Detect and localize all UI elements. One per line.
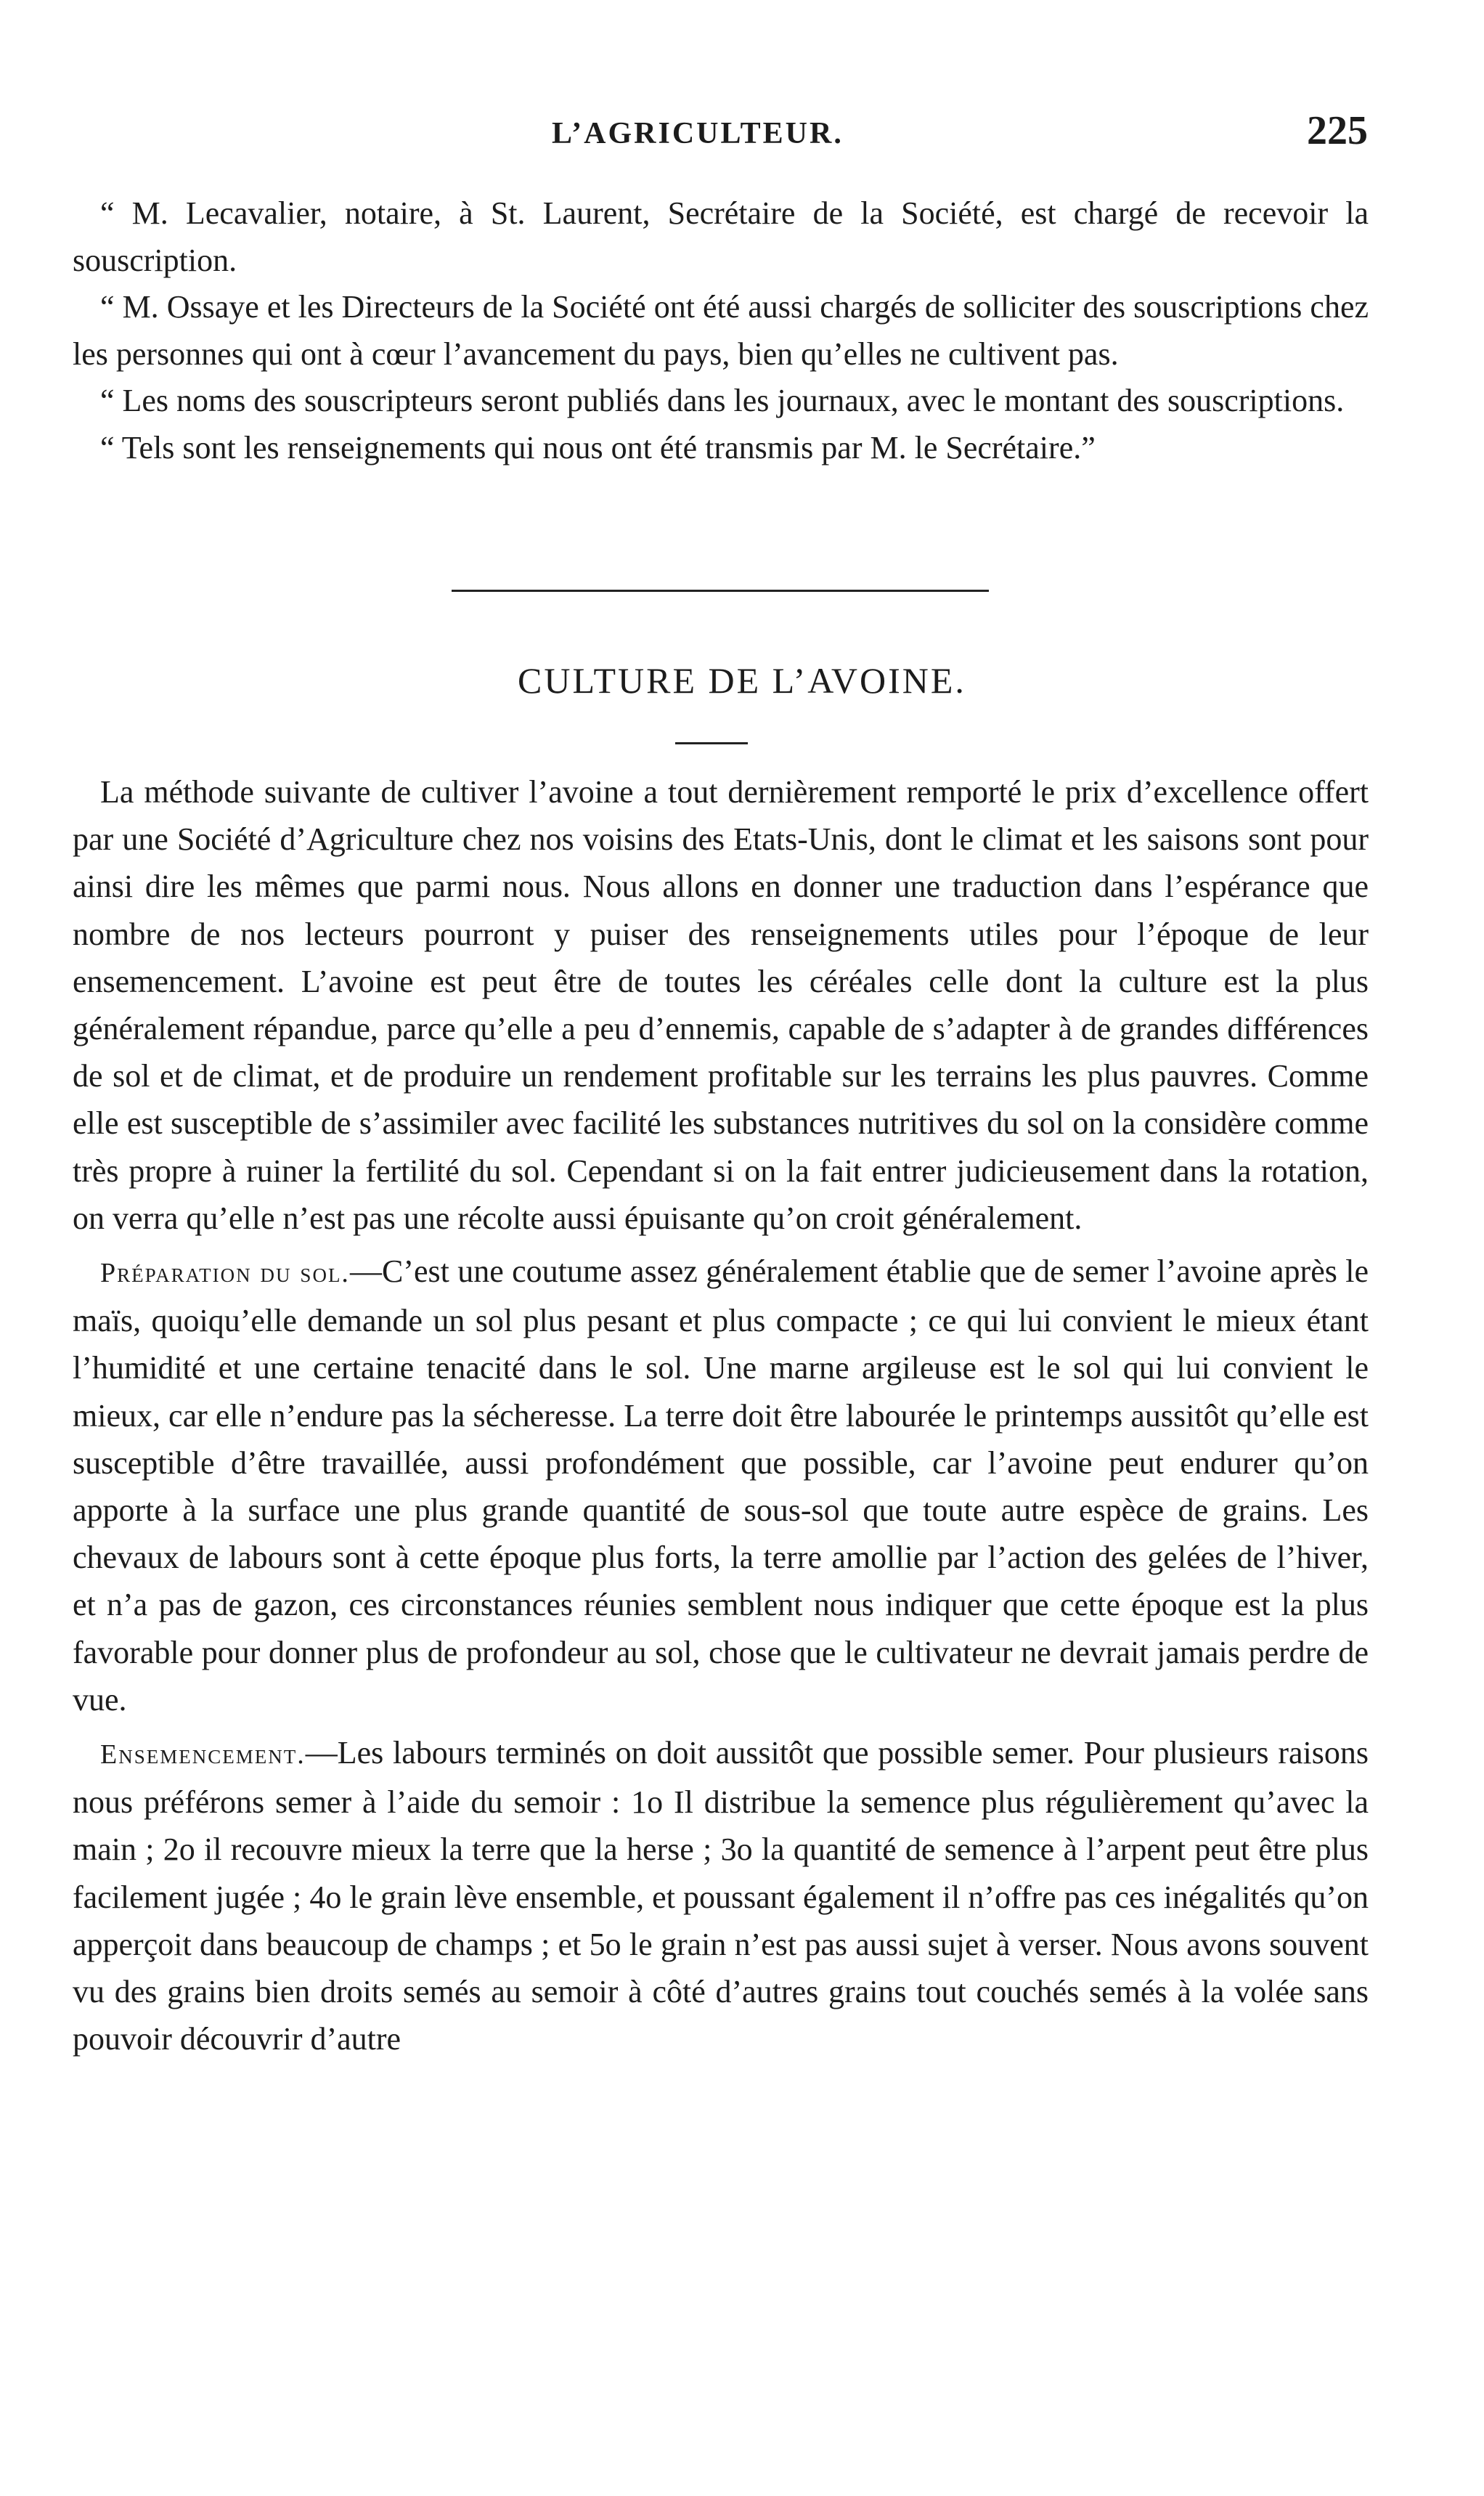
paragraph-heading: Ensemencement.: [100, 1739, 306, 1771]
article-paragraph: [73, 1248, 1369, 1723]
running-head: [0, 108, 1484, 160]
intro-quoted-paragraphs: [73, 190, 1369, 471]
section-divider-rule: [452, 590, 989, 592]
section-title: CULTURE DE L’AVOINE.: [518, 660, 966, 701]
intro-paragraph: “ M. Lecavalier, notaire, à St. Laurent, Secrétaire de la Société, est chargé de recevoir la souscription.: [73, 195, 1369, 278]
intro-paragraph: “ Les noms des souscripteurs seront publiés dans les journaux, avec le montant des souscriptions.: [100, 383, 1345, 418]
paragraph-heading: Préparation du sol.: [100, 1258, 350, 1289]
page-number: 225: [1307, 108, 1368, 153]
title-underline-rule: [675, 742, 748, 744]
intro-paragraph: “ M. Ossaye et les Directeurs de la Société ont été aussi chargés de solliciter des souscriptions chez les personnes qui ont à cœur l’avancement du pays, bien qu’elles ne cultivent pas.: [73, 289, 1369, 372]
paragraph-text: —Les labours terminés on doit aussitôt que possible semer. Pour plusieurs raisons nous préférons semer à l’aide du semoir : 1o Il distribue la semence plus régulièrement qu’avec la main ; 2o il recouvre mieux la terre que la herse ; 3o la quantité de semence à l’arpent peut être plus facilement jugée ; 4o le grain lève ensemble, et poussant également il n’offre pas ces inégalités qu’on apperçoit dans beaucoup de champs ; et 5o le grain n’est pas aussi sujet à verser. Nous avons souvent vu des grains bien droits semés au semoir à côté d’autres grains tout couchés semés à la volée sans pouvoir découvrir d’autre: [73, 1735, 1369, 2057]
article-paragraph: La méthode suivante de cultiver l’avoine a tout dernièrement remporté le prix d’excellence offert par une Société d’Agriculture chez nos voisins des Etats-Unis, dont le climat et les saisons sont pour ainsi dire les mêmes que parmi nous. Nous allons en donner une traduction dans l’espérance que nombre de nos lecteurs pourront y puiser des renseignements utiles pour l’époque de leur ensemencement. L’avoine est peut être de toutes les céréales celle dont la culture est la plus généralement répandue, parce qu’elle a peu d’ennemis, capable de s’adapter à de grandes différences de sol et de climat, et de produire un rendement profitable sur les terrains les plus pauvres. Comme elle est susceptible de s’assimiler avec facilité les substances nutritives du sol on la considère comme très propre à ruiner la fertilité du sol. Cependant si on la fait entrer judicieusement dans la rotation, on verra qu’elle n’est pas une récolte aussi épuisante qu’on croit généralement.: [73, 774, 1369, 1236]
article-body: [73, 768, 1369, 2062]
intro-paragraph: “ Tels sont les renseignements qui nous ont été transmis par M. le Secrétaire.”: [100, 429, 1096, 466]
paragraph-text: —C’est une coutume assez généralement établie que de semer l’avoine après le maïs, quoiqu’elle demande un sol plus pesant et plus compacte ; ce qui lui convient le mieux étant l’humidité et une certaine tenacité dans le sol. Une marne argileuse est le sol qui lui convient le mieux, car elle n’endure pas la sécheresse. La terre doit être labourée le printemps aussitôt qu’elle est susceptible d’être travaillée, aussi profondément que possible, car l’avoine peut endurer qu’on apporte à la surface une plus grande quantité de sous-sol que toute autre espèce de grains. Les chevaux de labours sont à cette époque plus forts, la terre amollie par l’action des gelées de l’hiver, et n’a pas de gazon, ces circonstances réunies semblent nous indiquer que cette époque est la plus favorable pour donner plus de profondeur au sol, chose que le cultivateur ne devrait jamais perdre de vue.: [73, 1253, 1369, 1717]
article-paragraph: [73, 1729, 1369, 2062]
running-title: L’AGRICULTEUR.: [552, 117, 844, 150]
